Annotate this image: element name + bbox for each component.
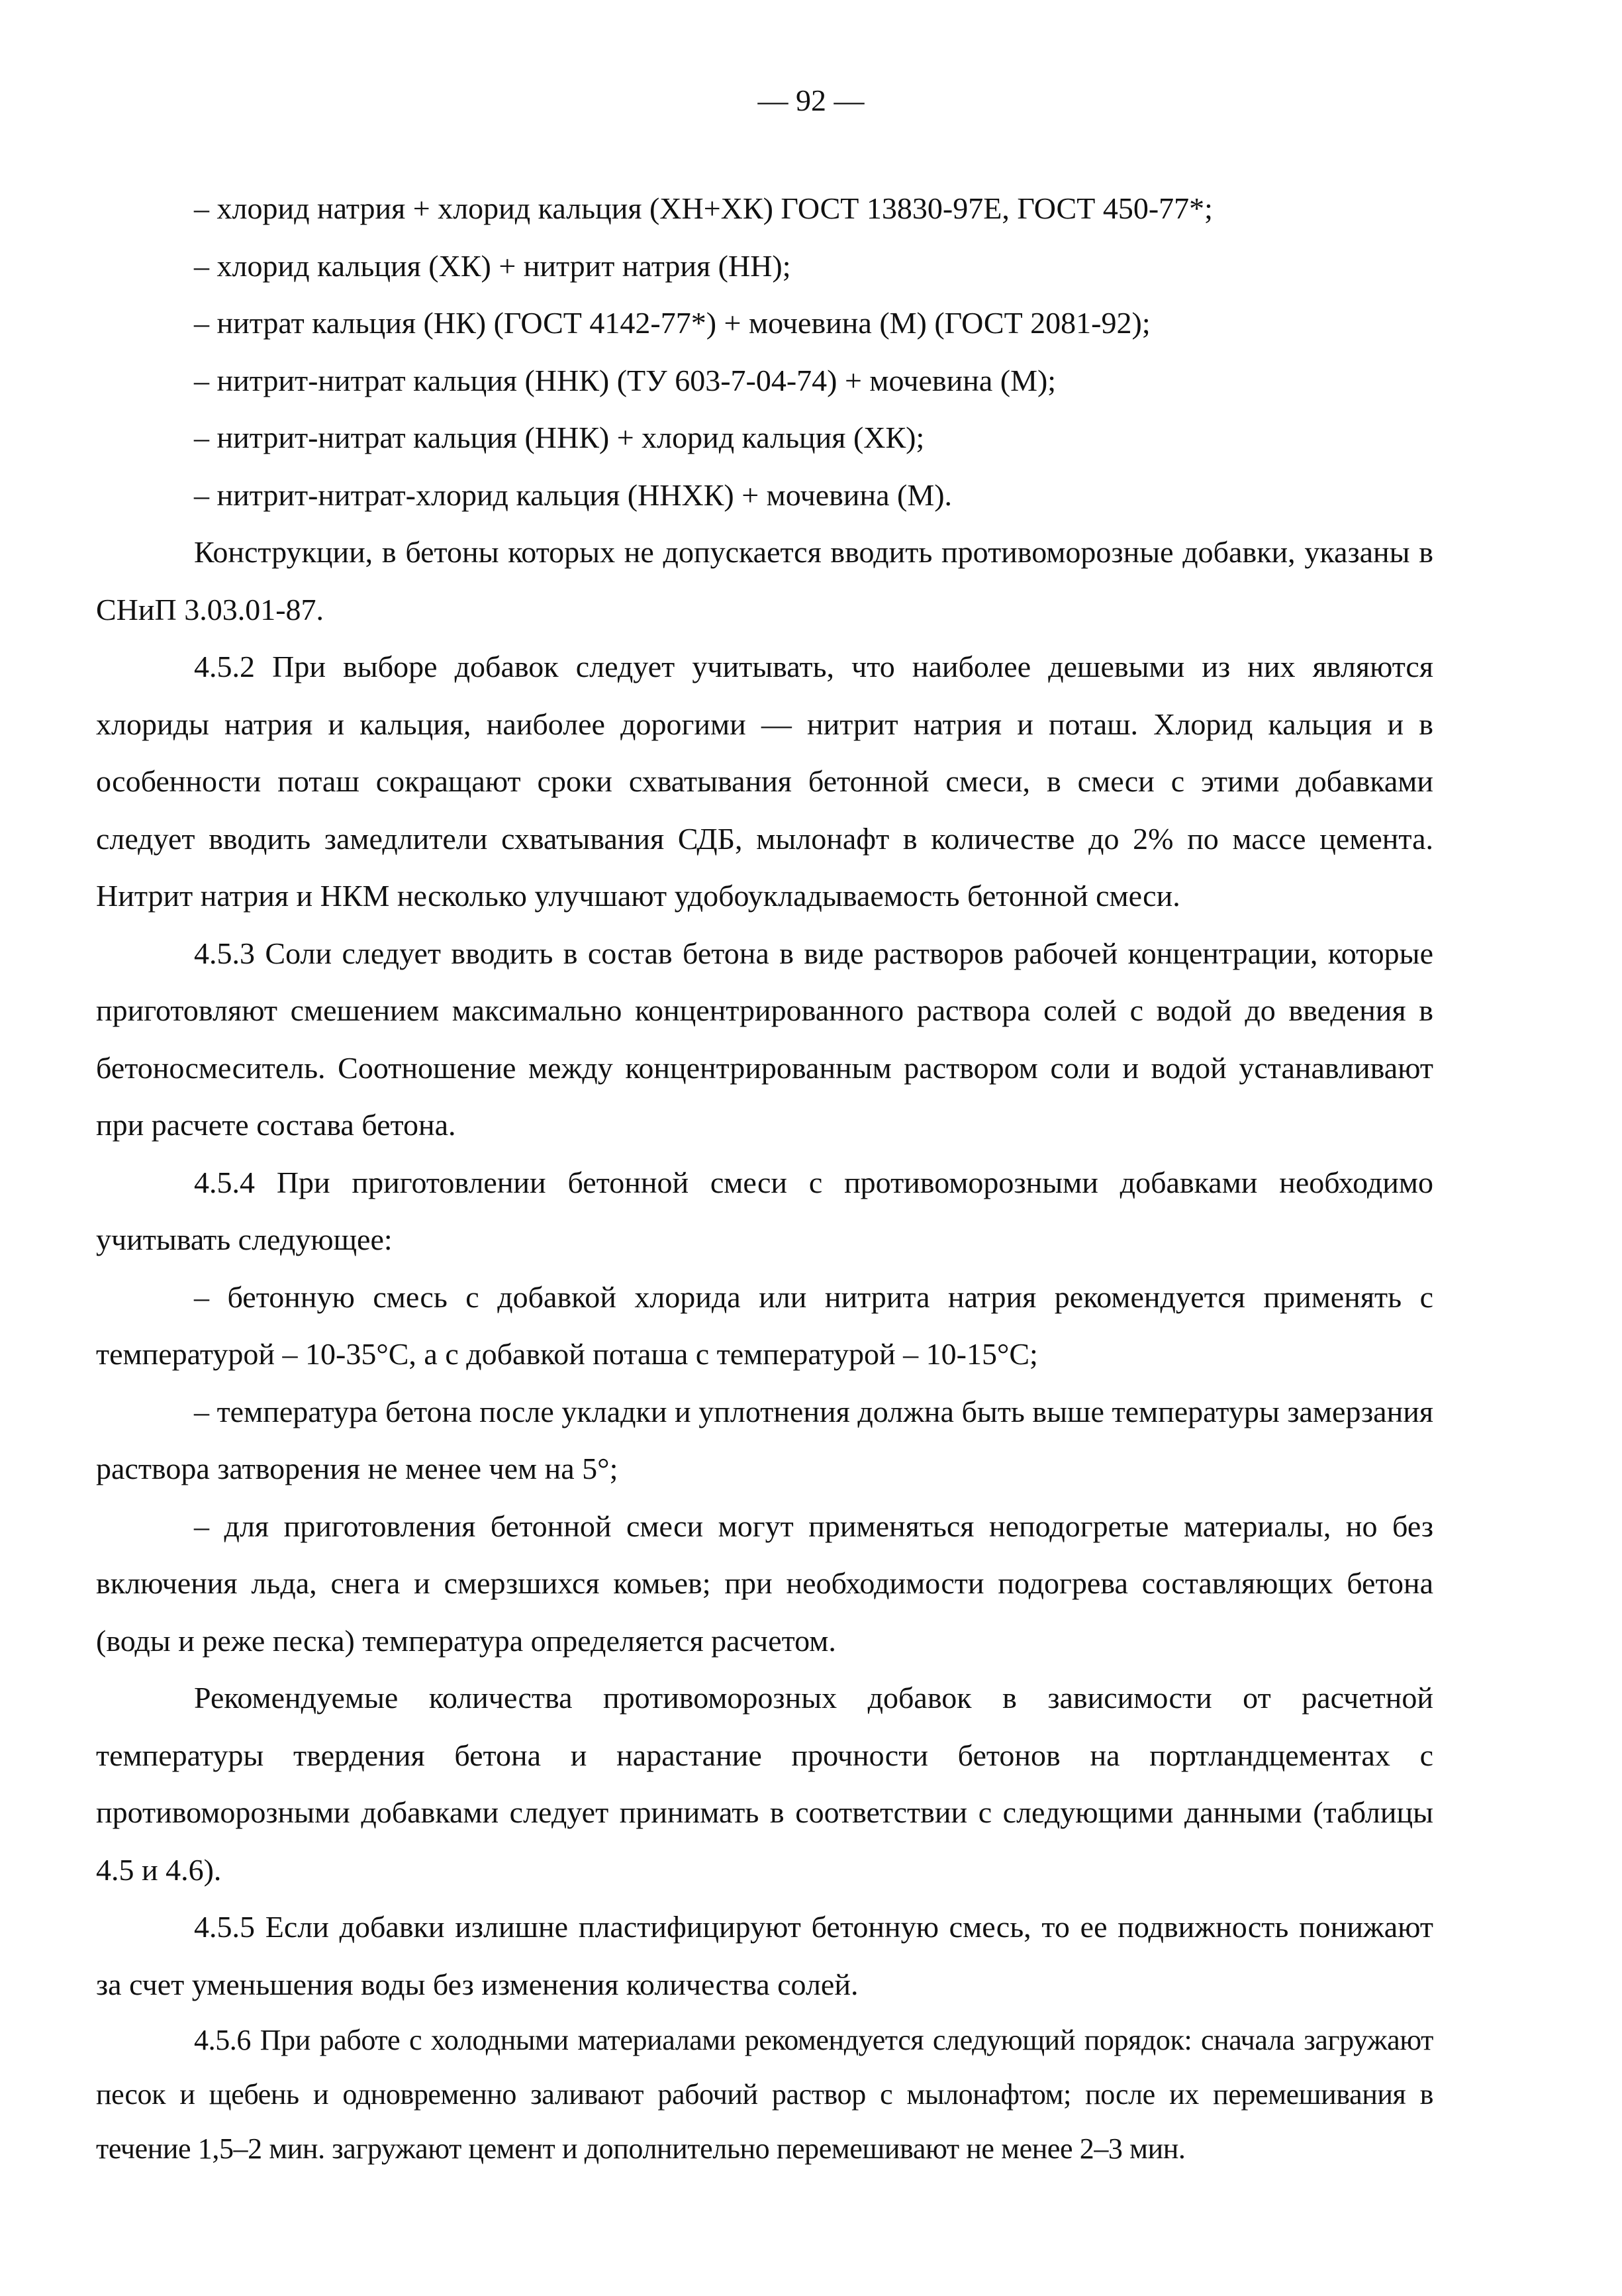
page-body bbox=[96, 180, 1433, 2176]
paragraph-4-5-5: 4.5.5 Если добавки излишне пластифицируют бетонную смесь, то ее подвижность понижают за счет уменьшения воды без изменения количества солей. bbox=[96, 1910, 1433, 2001]
list-item: – хлорид кальция (ХК) + нитрит натрия (НН); bbox=[194, 248, 791, 283]
paragraph-4-5-4-item-c: – для приготовления бетонной смеси могут применяться неподогретые материалы, но без включения льда, снега и смерзшихся комьев; при необходимости подогрева составляющих бетона (воды и реже песка) температура определяется расчетом. bbox=[96, 1509, 1433, 1658]
list-item: – нитрит-нитрат кальция (ННК) (ТУ 603-7-04-74) + мочевина (М); bbox=[194, 363, 1057, 397]
list-item: – нитрат кальция (НК) (ГОСТ 4142-77*) + мочевина (М) (ГОСТ 2081-92); bbox=[194, 306, 1151, 340]
paragraph-recommended: Рекомендуемые количества противоморозных добавок в зависимости от расчетной температуры твердения бетона и нарастание прочности бетонов на портландцементах с противоморозными добавками следует принимать в соответствии с следующими данными (таблицы 4.5 и 4.6). bbox=[96, 1681, 1433, 1887]
paragraph-4-5-6: 4.5.6 При работе с холодными материалами рекомендуется следующий порядок: сначала загружают песок и щебень и одновременно заливают рабочий раствор с мылонафтом; после их перемешивания в течение 1,5–2 мин. загружают цемент и дополнительно перемешивают не менее 2–3 мин. bbox=[96, 2024, 1433, 2165]
list-item: – хлорид натрия + хлорид кальция (ХН+ХК) ГОСТ 13830-97Е, ГОСТ 450-77*; bbox=[194, 191, 1213, 225]
paragraph-4-5-4-item-a: – бетонную смесь с добавкой хлорида или нитрита натрия рекомендуется применять с температурой – 10-35°С, а с добавкой поташа с температурой – 10-15°С; bbox=[96, 1279, 1433, 1371]
list-item: – нитрит-нитрат кальция (ННК) + хлорид кальция (ХК); bbox=[194, 421, 925, 454]
paragraph-4-5-4: 4.5.4 При приготовлении бетонной смеси с противоморозными добавками необходимо учитывать следующее: bbox=[96, 1165, 1433, 1256]
list-item: – нитрит-нитрат-хлорид кальция (ННХК) + мочевина (М). bbox=[194, 477, 953, 512]
page-number: — 92 — bbox=[757, 83, 865, 117]
paragraph-4-5-4-item-b: – температура бетона после укладки и уплотнения должна быть выше температуры замерзания раствора затворения не менее чем на 5°; bbox=[96, 1394, 1433, 1485]
paragraph-constructions: Конструкции, в бетоны которых не допускается вводить противоморозные добавки, указаны в СНиП 3.03.01-87. bbox=[96, 535, 1433, 626]
paragraph-4-5-3: 4.5.3 Соли следует вводить в состав бетона в виде растворов рабочей концентрации, которые приготовляют смешением максимально концентрированного раствора солей с водой до введения в бетоносмеситель. Соотношение между концентрированным раствором соли и водой устанавливают при расчете состава бетона. bbox=[96, 936, 1433, 1142]
paragraph-4-5-2: 4.5.2 При выборе добавок следует учитывать, что наиболее дешевыми из них являются хлориды натрия и кальция, наиболее дорогими — нитрит натрия и поташ. Хлорид кальция и в особенности поташ сокращают сроки схватывания бетонной смеси, в смеси с этими добавками следует вводить замедлители схватывания СДБ, мылонафт в количестве до 2% по массе цемента. Нитрит натрия и НКМ несколько улучшают удобоукладываемость бетонной смеси. bbox=[96, 650, 1433, 913]
